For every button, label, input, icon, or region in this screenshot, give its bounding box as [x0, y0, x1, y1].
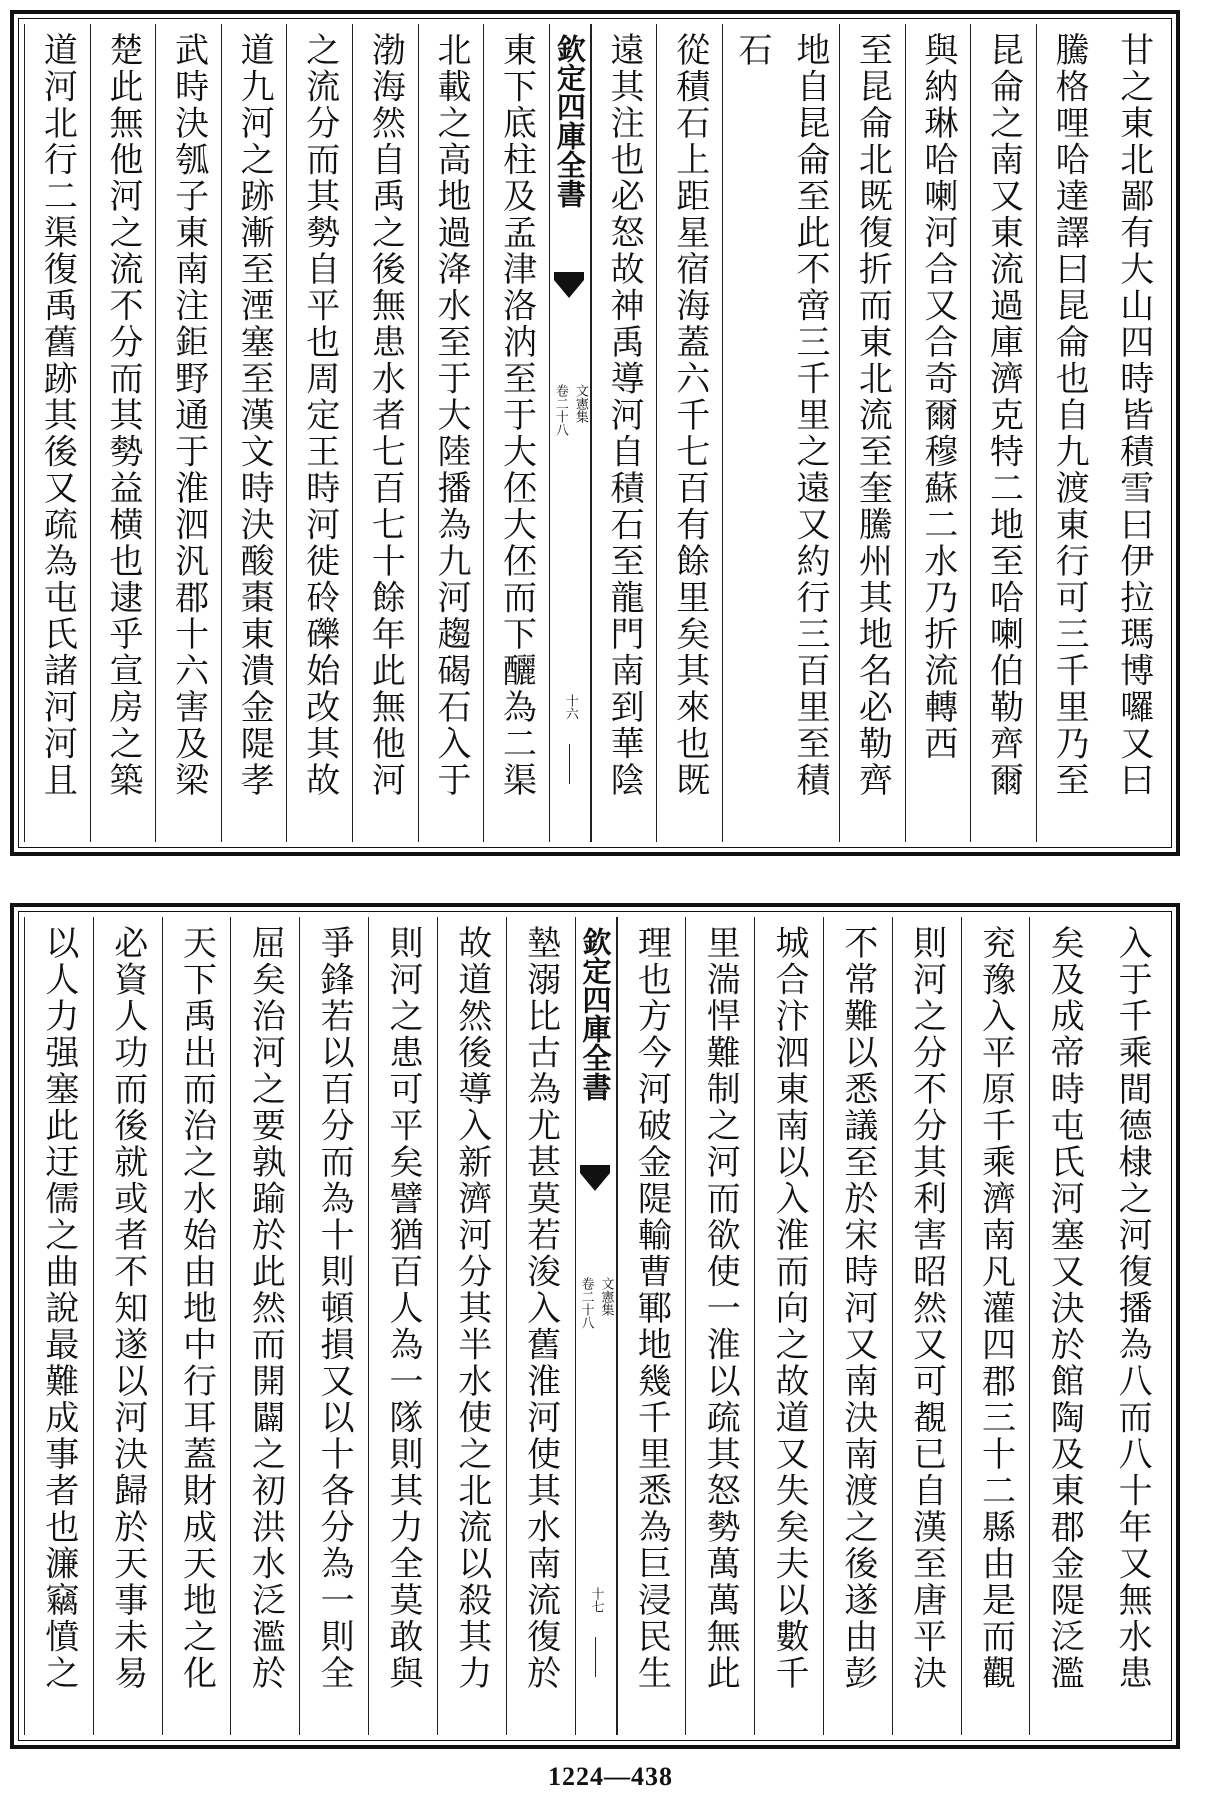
text-column — [352, 24, 418, 842]
fold-line — [595, 1637, 596, 1677]
column-text: 北載之高地過洚水至于大陸播為九河趨碣石入于 — [430, 32, 471, 799]
text-column — [162, 917, 231, 1735]
fishtail-mark-icon — [554, 272, 584, 306]
text-column — [24, 917, 93, 1735]
fishtail-mark-icon — [580, 1165, 610, 1199]
leaf-number: 十六 — [562, 694, 578, 720]
text-column — [754, 917, 823, 1735]
upper-page-columns — [24, 24, 1166, 842]
column-text: 渤海然自禹之後無患水者七百七十餘年此無他河 — [365, 32, 406, 799]
text-column — [506, 917, 575, 1735]
text-column — [418, 24, 484, 842]
text-column — [970, 24, 1036, 842]
text-column — [483, 24, 549, 842]
text-column — [961, 917, 1030, 1735]
text-column — [685, 917, 754, 1735]
chapter-label: 卷二十八 — [552, 384, 568, 436]
column-text: 不常難以悉議至於宋時河又南決南渡之後遂由彭 — [837, 925, 878, 1692]
text-column — [617, 917, 686, 1735]
column-text: 地自昆侖至此不啻三千里之遠又約行三百里至積石 — [732, 32, 831, 799]
column-text: 屈矣治河之要孰踰於此然而開闢之初洪水泛濫於 — [245, 925, 286, 1692]
column-text: 武時決瓠子東南注鉅野通于淮泗汎郡十六害及梁 — [168, 32, 209, 799]
text-column — [1101, 24, 1166, 842]
column-text: 甘之東北鄙有大山四時皆積雪曰伊拉瑪博囉又曰 — [1113, 32, 1154, 799]
column-text: 昆侖之南又東流過庫濟克特二地至哈喇伯勒齊爾 — [983, 32, 1024, 799]
column-text: 兖豫入平原千乘濟南凡灌四郡三十二縣由是而觀 — [975, 925, 1016, 1692]
chapter-label: 卷二十八 — [578, 1277, 594, 1329]
column-text: 理也方今河破金隄輸曹鄆地幾千里悉為巨浸民生 — [631, 925, 672, 1692]
column-text: 里湍悍難制之河而欲使一淮以疏其怒勢萬萬無此 — [700, 925, 741, 1692]
upper-page-panel — [10, 10, 1180, 856]
text-column — [286, 24, 352, 842]
collection-name: 文憲集 — [572, 384, 588, 423]
column-text: 墊溺比古為尤甚莫若浚入舊淮河使其水南流復於 — [520, 925, 561, 1692]
text-column — [90, 24, 156, 842]
text-column — [299, 917, 368, 1735]
text-column — [892, 917, 961, 1735]
collection-name: 文憲集 — [598, 1277, 614, 1316]
column-text: 天下禹出而治之水始由地中行耳蓋財成天地之化 — [176, 925, 217, 1692]
column-text: 爭鋒若以百分而為十則頓損又以十各分為一則全 — [314, 925, 355, 1692]
column-text: 必資人功而後就或者不知遂以河決歸於天事未易 — [107, 925, 148, 1692]
column-text: 遠其注也必怒故神禹導河自積石至龍門南到華陰 — [604, 32, 645, 799]
lower-page-panel — [10, 903, 1180, 1749]
text-column — [1029, 917, 1098, 1735]
column-text: 從積石上距星宿海蓋六千七百有餘里矣其來也既 — [669, 32, 710, 799]
lower-page-columns — [24, 917, 1166, 1735]
column-text: 之流分而其勢自平也周定王時河徙砱礫始改其故 — [299, 32, 340, 799]
column-text: 則河之分不分其利害昭然又可覩已自漢至唐平決 — [906, 925, 947, 1692]
text-column — [221, 24, 287, 842]
fold-line — [569, 744, 570, 784]
text-column — [93, 917, 162, 1735]
column-text: 楚此無他河之流不分而其勢益横也逮乎宣房之築 — [102, 32, 143, 799]
book-title: 欽定四庫全書 — [552, 34, 587, 208]
text-column — [591, 24, 657, 842]
center-fold-column — [549, 24, 591, 842]
text-column — [839, 24, 905, 842]
leaf-number: 十七 — [588, 1587, 604, 1613]
column-text: 城合汴泗東南以入淮而向之故道又失矣夫以數千 — [769, 925, 810, 1692]
text-column — [437, 917, 506, 1735]
column-text: 道九河之跡漸至湮塞至漢文時決酸棗東潰金隄孝 — [234, 32, 275, 799]
text-column — [230, 917, 299, 1735]
page-number-footer: 1224—438 — [548, 1762, 673, 1791]
text-column — [24, 24, 90, 842]
center-fold-column — [575, 917, 617, 1735]
column-text: 故道然後導入新濟河分其半水使之北流以殺其力 — [451, 925, 492, 1692]
text-column — [155, 24, 221, 842]
text-column — [1036, 24, 1102, 842]
column-text: 至昆侖北既復折而東北流至奎騰州其地名必勒齊 — [852, 32, 893, 799]
text-column — [368, 917, 437, 1735]
text-column — [905, 24, 971, 842]
text-column — [823, 917, 892, 1735]
book-title: 欽定四庫全書 — [578, 927, 613, 1101]
column-text: 騰格哩哈達譯曰昆侖也自九渡東行可三千里乃至 — [1049, 32, 1090, 799]
column-text: 入于千乘間德棣之河復播為八而八十年又無水患 — [1112, 925, 1153, 1692]
text-column — [722, 24, 839, 842]
column-text: 道河北行二渠復禹舊跡其後又疏為屯氏諸河河且 — [37, 32, 78, 799]
column-text: 以人力强塞此迂儒之曲說最難成事者也濂竊憤之 — [38, 925, 79, 1692]
column-text: 東下底柱及孟津洛汭至于大伾大伾而下釃為二渠 — [496, 32, 537, 799]
text-column — [656, 24, 722, 842]
column-text: 矣及成帝時屯氏河塞又決於館陶及東郡金隄泛濫 — [1044, 925, 1085, 1692]
column-text: 與納琳哈喇河合又合奇爾穆蘇二水乃折流轉西 — [917, 32, 958, 762]
text-column — [1098, 917, 1166, 1735]
column-text: 則河之患可平矣譬猶百人為一隊則其力全莫敢與 — [382, 925, 423, 1692]
